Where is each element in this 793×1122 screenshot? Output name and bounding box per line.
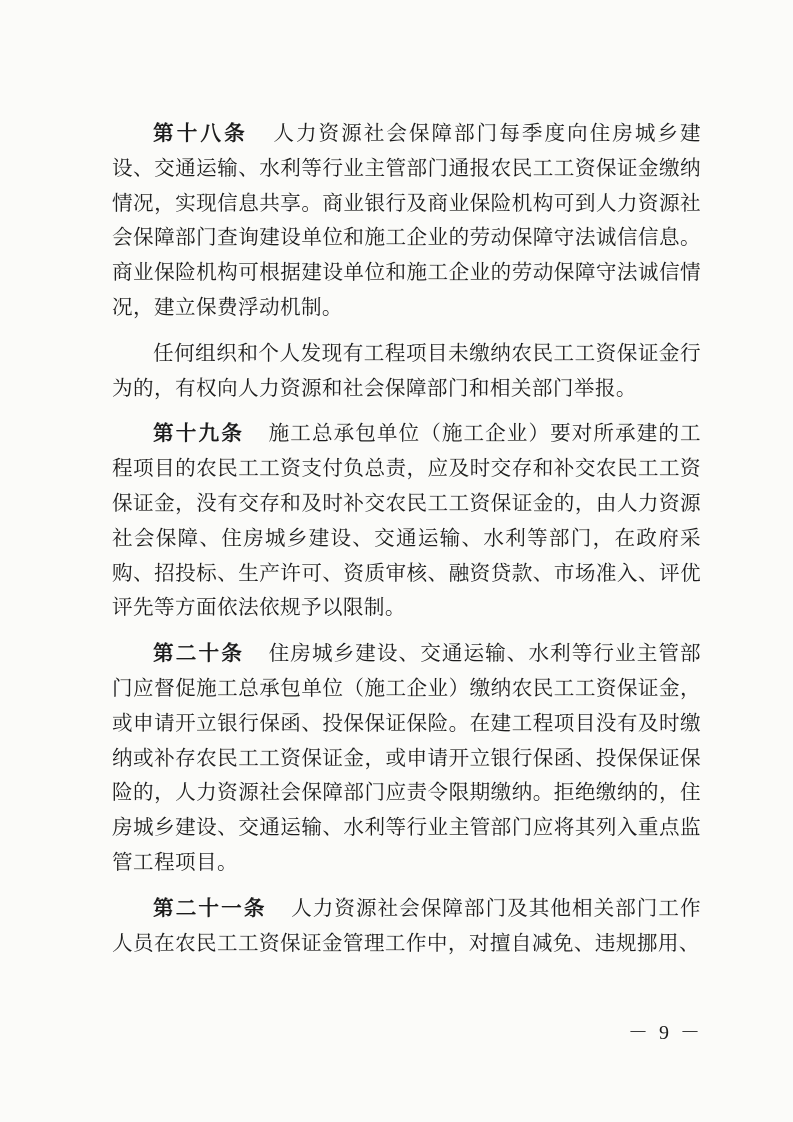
article-21-text: 人力资源社会保障部门及其他相关部门工作人员在农民工工资保证金管理工作中，对擅自减免、违规挪用、	[112, 895, 702, 955]
article-20-number: 第二十条	[153, 641, 244, 666]
article-18-paragraph	[112, 116, 701, 325]
article-21-paragraph	[112, 891, 701, 961]
report-text: 任何组织和个人发现有工程项目未缴纳农民工工资保证金行为的，有权向人力资源和社会保障部门和相关部门举报。	[112, 340, 701, 400]
article-21-number: 第二十一条	[153, 895, 267, 920]
article-20-text: 住房城乡建设、交通运输、水利等行业主管部门应督促施工总承包单位（施工企业）缴纳农民工工资保证金，或申请开立银行保函、投保保证保险。在建工程项目没有及时缴纳或补存农民工工资保证金，或申请开立银行保函、投保保证保险的，人力资源社会保障部门应责令限期缴纳。拒绝缴纳的，住房城乡建设、交通运输、水利等行业主管部门应将其列入重点监管工程项目。	[112, 641, 701, 874]
page-number: － 9 －	[628, 1022, 703, 1044]
article-19-number: 第十九条	[153, 421, 244, 446]
article-19-paragraph	[112, 416, 701, 625]
article-18-number: 第十八条	[153, 121, 248, 145]
article-18-text: 人力资源社会保障部门每季度向住房城乡建设、交通运输、水利等行业主管部门通报农民工工资保证金缴纳情况，实现信息共享。商业银行及商业保险机构可到人力资源社会保障部门查询建设单位和施工企业的劳动保障守法诚信信息。商业保险机构可根据建设单位和施工企业的劳动保障守法诚信情况，建立保费浮动机制。	[112, 121, 701, 319]
article-20-paragraph	[112, 636, 701, 880]
article-19-text: 施工总承包单位（施工企业）要对所承建的工程项目的农民工工资支付负总责，应及时交存和补交农民工工资保证金，没有交存和及时补交农民工工资保证金的，由人力资源社会保障、住房城乡建设、交通运输、水利等部门，在政府采购、招投标、生产许可、资质审核、融资贷款、市场准入、评优评先等方面依法依规予以限制。	[112, 421, 701, 620]
report-paragraph	[112, 336, 701, 406]
